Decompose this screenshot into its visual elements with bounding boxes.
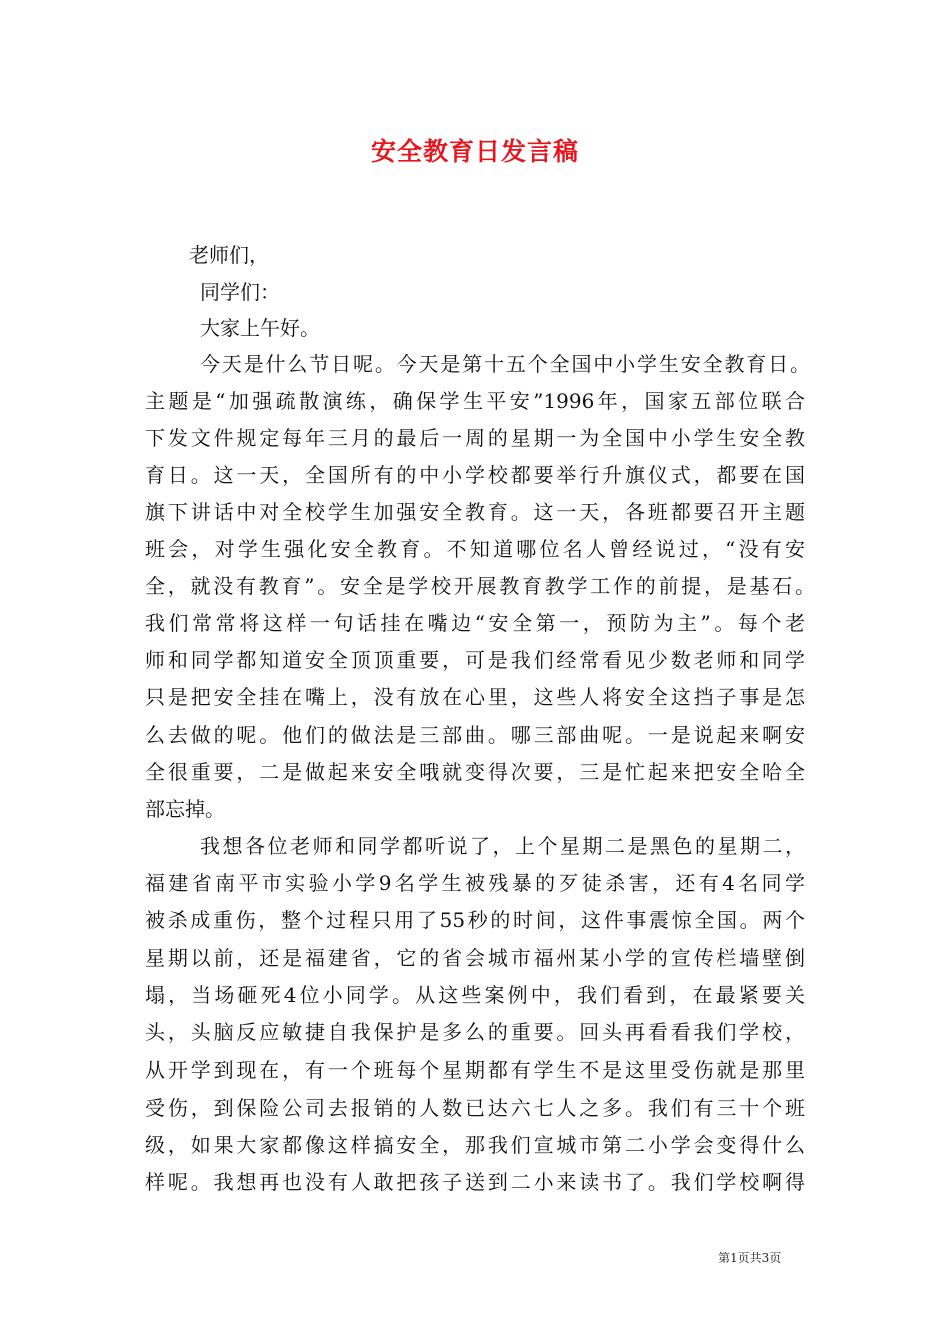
paragraph-line: 只是把安全挂在嘴上，没有放在心里，这些人将安全这挡子事是怎: [145, 685, 805, 709]
paragraph-line: 头，头脑反应敏捷自我保护是多么的重要。回头再看看我们学校，: [145, 1020, 805, 1044]
greeting-line: 大家上午好。: [200, 316, 320, 340]
paragraph-line: 我们常常将这样一句话挂在嘴边“安全第一，预防为主”。每个老: [145, 611, 805, 635]
paragraph-line: 全很重要，二是做起来安全哦就变得次要，三是忙起来把安全哈全: [145, 760, 805, 784]
paragraph-line: 塌，当场砸死4位小同学。从这些案例中，我们看到，在最紧要关: [145, 983, 805, 1007]
paragraph-line: 主题是“加强疏散演练，确保学生平安”1996年，国家五部位联合: [145, 389, 805, 413]
paragraph-line: 部忘掉。: [145, 797, 225, 821]
paragraph-line: 被杀成重伤，整个过程只用了55秒的时间，这件事震惊全国。两个: [145, 908, 805, 932]
paragraph-line: 星期以前，还是福建省，它的省会城市福州某小学的宣传栏墙壁倒: [145, 946, 805, 970]
paragraph-line: 全，就没有教育”。安全是学校开展教育教学工作的前提，是基石。: [145, 574, 815, 598]
greeting-line: 老师们，: [189, 243, 269, 267]
paragraph-line: 我想各位老师和同学都听说了，上个星期二是黑色的星期二，: [200, 834, 805, 858]
greeting-line: 同学们：: [200, 280, 280, 304]
paragraph-line: 受伤，到保险公司去报销的人数已达六七人之多。我们有三十个班: [145, 1096, 805, 1120]
paragraph-line: 育日。这一天，全国所有的中小学校都要举行升旗仪式，都要在国: [145, 463, 805, 487]
paragraph-line: 下发文件规定每年三月的最后一周的星期一为全国中小学生安全教: [145, 426, 805, 450]
paragraph-line: 班会，对学生强化安全教育。不知道哪位名人曾经说过，“没有安: [145, 537, 805, 561]
paragraph-line: 从开学到现在，有一个班每个星期都有学生不是这里受伤就是那里: [145, 1058, 805, 1082]
document-title: 安全教育日发言稿: [370, 137, 579, 166]
paragraph-line: 级，如果大家都像这样搞安全，那我们宣城市第二小学会变得什么: [145, 1133, 805, 1157]
paragraph-line: 旗下讲话中对全校学生加强安全教育。这一天，各班都要召开主题: [145, 500, 805, 524]
paragraph-line: 样呢。我想再也没有人敢把孩子送到二小来读书了。我们学校啊得: [145, 1170, 805, 1194]
paragraph-line: 师和同学都知道安全顶顶重要，可是我们经常看见少数老师和同学: [145, 648, 805, 672]
paragraph-line: 福建省南平市实验小学9名学生被残暴的歹徒杀害，还有4名同学: [145, 871, 805, 895]
page-number: 第1页共3页: [718, 1251, 782, 1265]
paragraph-line: 么去做的呢。他们的做法是三部曲。哪三部曲呢。一是说起来啊安: [145, 723, 805, 747]
paragraph-line: 今天是什么节日呢。今天是第十五个全国中小学生安全教育日。: [200, 352, 810, 376]
